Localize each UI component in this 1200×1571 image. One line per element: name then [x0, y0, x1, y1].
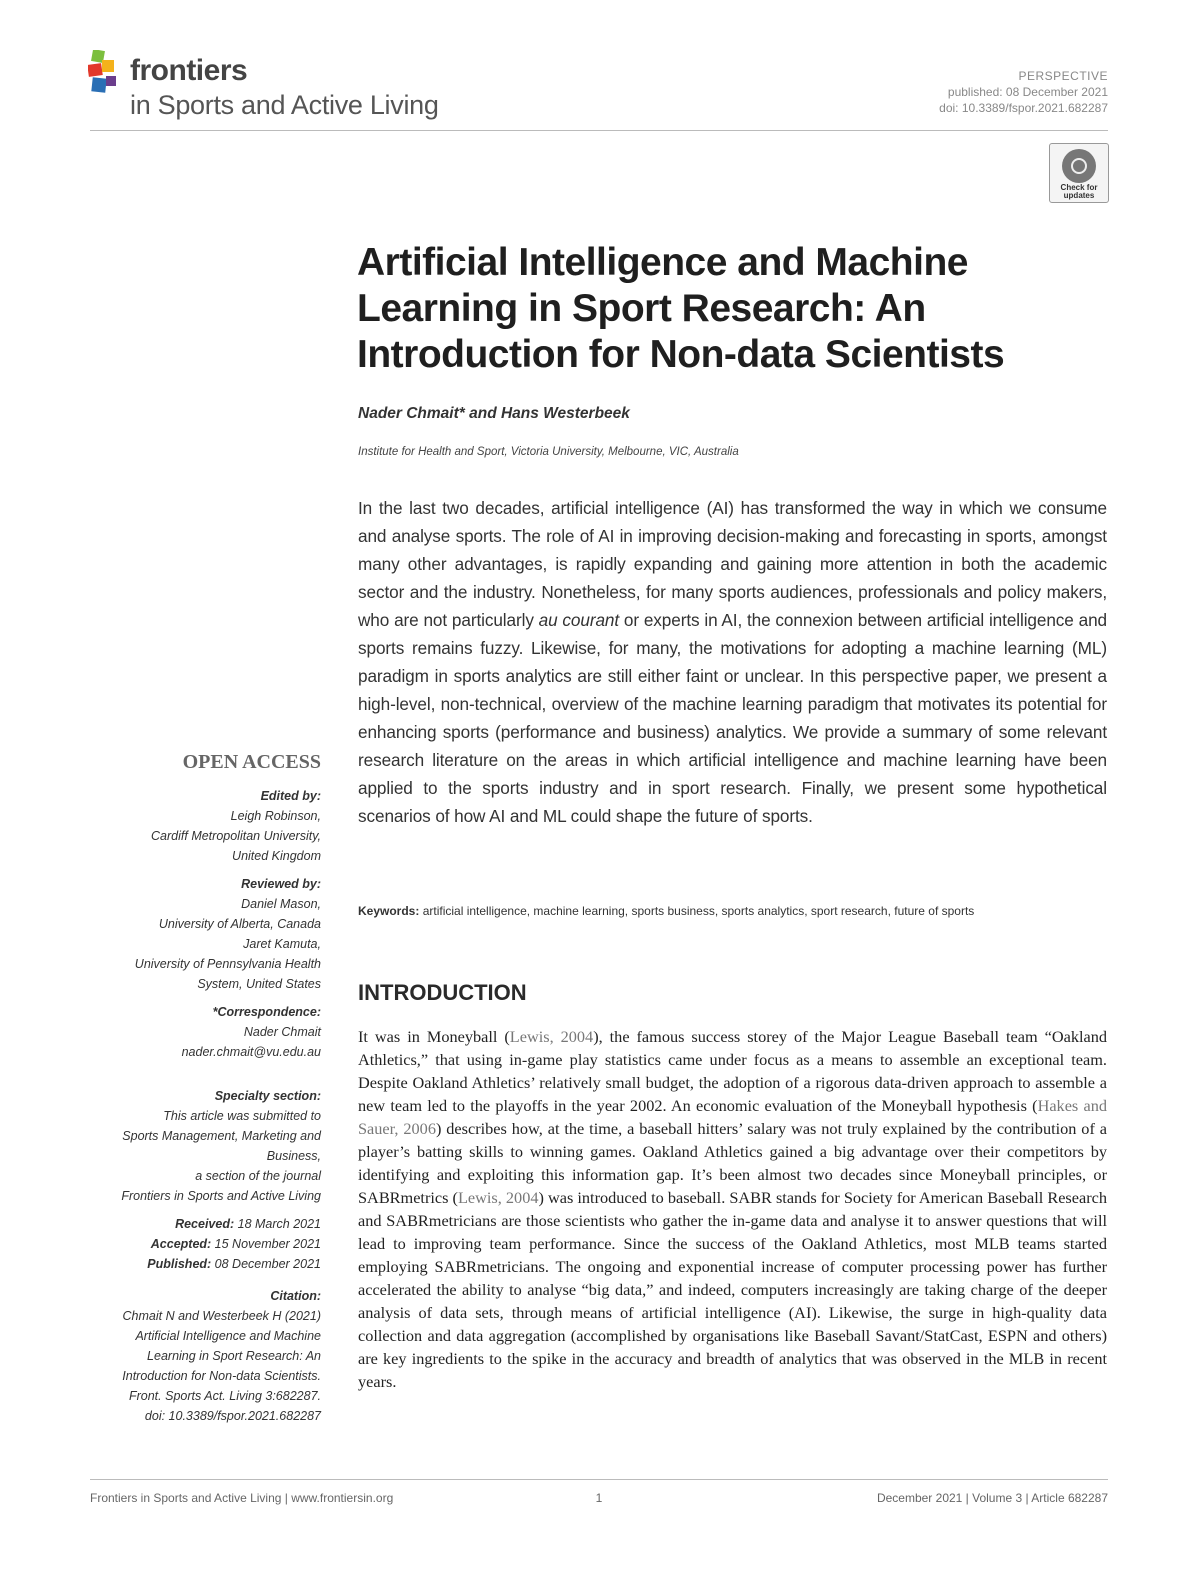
citation-text: Front. Sports Act. Living 3:682287. — [128, 1389, 321, 1403]
received-date — [81, 1214, 321, 1234]
logo-wordmark: frontiers — [130, 54, 248, 87]
article-meta — [939, 68, 1108, 116]
accepted-date — [81, 1234, 321, 1254]
keywords — [358, 901, 1107, 921]
received-label: Received: — [175, 1217, 235, 1231]
reviewer-affil: University of Pennsylvania Health — [134, 957, 321, 971]
badge-label: Check for updates — [1060, 183, 1098, 200]
reviewer-affil: System, United States — [197, 977, 321, 991]
article-type: PERSPECTIVE — [1018, 69, 1108, 83]
accepted-value: 15 November 2021 — [211, 1237, 321, 1251]
affiliation: Institute for Health and Sport, Victoria University, Melbourne, VIC, Australia — [358, 446, 739, 458]
footer-journal-link[interactable]: Frontiers in Sports and Active Living | www.frontiersin.org — [90, 1491, 394, 1505]
published-date: published: 08 December 2021 — [947, 85, 1108, 99]
check-for-updates-badge[interactable] — [1049, 143, 1109, 203]
citation-text: Chmait N and Westerbeek H (2021) — [122, 1309, 321, 1323]
accepted-label: Accepted: — [150, 1237, 212, 1251]
citation-link[interactable]: Lewis, 2004 — [457, 1188, 539, 1207]
published-date-sidebar — [81, 1254, 321, 1274]
reviewer-name[interactable]: Jaret Kamuta, — [243, 937, 321, 951]
citation-heading: Citation: — [270, 1289, 321, 1303]
correspondence-heading: *Correspondence: — [212, 1005, 321, 1019]
published-label: Published: — [147, 1257, 212, 1271]
abstract-italic: au courant — [538, 610, 620, 630]
introduction-text — [358, 1025, 1107, 1393]
reviewer-name[interactable]: Daniel Mason, — [241, 897, 321, 911]
journal-name: in Sports and Active Living — [130, 90, 439, 120]
editor-name[interactable]: Leigh Robinson, — [230, 809, 321, 823]
abstract — [358, 494, 1107, 830]
specialty-text: a section of the journal — [195, 1169, 321, 1183]
citation-text: Artificial Intelligence and Machine — [135, 1329, 321, 1343]
reviewed-by-heading: Reviewed by: — [241, 877, 321, 891]
editor-country: United Kingdom — [232, 849, 321, 863]
section-heading-introduction: INTRODUCTION — [358, 980, 527, 1005]
keywords-text: artificial intelligence, machine learning, sports business, sports analytics, sport research, future of sports — [419, 904, 975, 918]
specialty-text: Business, — [266, 1149, 321, 1163]
intro-text: ), the famous success storey of the Major League Baseball team “Oakland Athletics,” that using in-game play statistics came under focus as a means to assemble an exceptional team. Despite Oakland Athletics’ relatively small budget, the adoption of a rigorous data-driven approach to assemble a new team led to the playoffs in the year 2002. An economic evaluation of the Moneyball hypothesis ( — [358, 1027, 1108, 1115]
intro-text: ) was introduced to baseball. SABR stands for Society for American Baseball Research and SABRmetricians are those scientists who gather the in-game data and analyse it to answer questions that will lead to improving team performance. Since the success of the Oakland Athletics, most MLB teams started employing SABRmetricians. The ongoing and exponential increase of computer processing power has further accelerated the ability to analyse “big data,” and indeed, computers increasingly are taking charge of the deeper analysis of data sets, through means of artificial intelligence (AI). Likewise, the surge in high-quality data collection and data aggregation (accomplished by organisations like Baseball Savant/StatCast, ESPN and others) are key ingredients to the spike in the accuracy and breadth of analytics that was observed in the MLB in recent years. — [358, 1188, 1107, 1391]
article-title: Artificial Intelligence and Machine Learning in Sport Research: An Introduction for Non-data Scientists — [357, 241, 1005, 376]
frontiers-logo-icon — [88, 50, 128, 96]
citation-text: Learning in Sport Research: An — [147, 1349, 321, 1363]
specialty-text: Sports Management, Marketing and — [122, 1129, 321, 1143]
intro-text: ) describes how, at the time, a baseball hitters’ salary was not truly explained by the contribution of a player’s batting skills to winning games. Oakland Athletics gained a big advantage over their competitors by identifying and exploiting this information gap. It’s been almost two decades since Moneyball principles, or SABRmetrics ( — [358, 1119, 1108, 1207]
specialty-journal: Frontiers in Sports and Active Living — [121, 1189, 321, 1203]
header-divider — [90, 130, 1108, 131]
citation-doi[interactable]: doi: 10.3389/fspor.2021.682287 — [144, 1409, 321, 1423]
correspondent-email[interactable]: nader.chmait@vu.edu.au — [181, 1045, 321, 1059]
published-value: 08 December 2021 — [211, 1257, 321, 1271]
open-access-label: OPEN ACCESS — [182, 751, 321, 773]
footer-divider — [90, 1479, 1108, 1480]
citation-text: Introduction for Non-data Scientists. — [122, 1369, 321, 1383]
keywords-label: Keywords: — [358, 904, 420, 918]
specialty-heading: Specialty section: — [214, 1089, 321, 1103]
citation-link[interactable]: Lewis, 2004 — [509, 1027, 594, 1046]
intro-text: It was in Moneyball ( — [358, 1027, 510, 1046]
reviewer-affil: University of Alberta, Canada — [158, 917, 321, 931]
doi-link[interactable]: doi: 10.3389/fspor.2021.682287 — [939, 101, 1108, 115]
editor-affil: Cardiff Metropolitan University, — [151, 829, 321, 843]
authors[interactable]: Nader Chmait* and Hans Westerbeek — [358, 405, 630, 422]
check-updates-icon — [1062, 149, 1096, 183]
correspondent-name: Nader Chmait — [243, 1025, 321, 1039]
journal-logo[interactable] — [88, 50, 468, 130]
received-value: 18 March 2021 — [234, 1217, 321, 1231]
specialty-text: This article was submitted to — [163, 1109, 321, 1123]
edited-by-heading: Edited by: — [260, 789, 321, 803]
article-sidebar — [81, 752, 321, 1426]
footer-issue-info: December 2021 | Volume 3 | Article 682287 — [876, 1491, 1108, 1505]
page-number: 1 — [595, 1491, 603, 1505]
abstract-text-2: or experts in AI, the connexion between artificial intelligence and sports remains fuzzy. Likewise, for many, the motivations for adopting a machine learning (ML) paradigm in sports analytics are still either faint or unclear. In this perspective paper, we present a high-level, non-technical, overview of the machine learning paradigm that motivates its potential for enhancing sports (performance and business) analytics. We provide a summary of some relevant research literature on the areas in which artificial intelligence and machine learning have been applied to the sports industry and in sport research. Finally, we present some hypothetical scenarios of how AI and ML could shape the future of sports. — [358, 610, 1107, 826]
abstract-text-1: In the last two decades, artificial intelligence (AI) has transformed the way in which we consume and analyse sports. The role of AI in improving decision-making and forecasting in sports, amongst many other advantages, is rapidly expanding and gaining more attention in both the academic sector and the industry. Nonetheless, for many sports audiences, professionals and policy makers, who are not particularly — [358, 498, 1107, 630]
citation-link[interactable]: Hakes and Sauer, 2006 — [358, 1096, 1108, 1138]
